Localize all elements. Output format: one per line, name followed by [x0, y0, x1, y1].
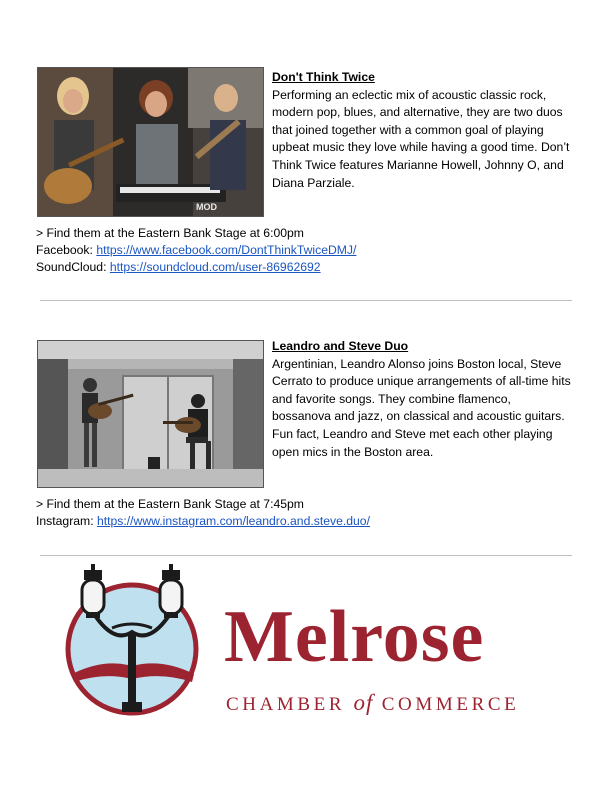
act-description-block: [272, 338, 572, 461]
section-divider: [40, 555, 572, 556]
section-divider: [40, 300, 572, 301]
keyboard-brand-text: MOD: [196, 202, 217, 212]
instagram-label: Instagram:: [36, 514, 94, 529]
stage-time: > Find them at the Eastern Bank Stage at 6:00pm: [36, 226, 304, 240]
soundcloud-link[interactable]: https://soundcloud.com/user-86962692: [109, 260, 321, 275]
act-description: Argentinian, Leandro Alonso joins Boston local, Steve Cerrato to produce unique arrangements of all-time hits and favorite songs. They combine flamenco, bossanova and jazz, on classical and acoustic guitars. Fun fact, Leandro and Steve met each other playing open mics in the Boston area.: [272, 356, 571, 459]
facebook-link[interactable]: https://www.facebook.com/DontThinkTwiceDMJ/: [96, 243, 357, 258]
logo-sub-commerce: COMMERCE: [381, 694, 520, 715]
instagram-link[interactable]: https://www.instagram.com/leandro.and.steve.duo/: [96, 514, 370, 529]
act-links: [36, 225, 356, 277]
logo-subtitle: [226, 692, 519, 716]
act-description-block: [272, 69, 572, 192]
duo-image: [38, 341, 263, 487]
facebook-label: Facebook:: [36, 243, 93, 258]
band-photo-dont-think-twice: [37, 67, 264, 217]
act-title: Leandro and Steve Duo: [272, 339, 409, 353]
act-description: Performing an eclectic mix of acoustic classic rock, modern pop, blues, and alternative, they are two duos that joined together with a common goal of playing upbeat music they love while having a good time. Don’t Think Twice features Marianne Howell, Johnny O, and Diana Parziale.: [272, 87, 570, 190]
instagram-row: [36, 513, 370, 530]
melrose-lamppost-emblem-icon: [64, 562, 204, 724]
stage-time: > Find them at the Eastern Bank Stage at 7:45pm: [36, 497, 304, 511]
facebook-row: [36, 242, 356, 259]
soundcloud-row: [36, 259, 356, 276]
act-title: Don't Think Twice: [272, 70, 375, 84]
act-links: [36, 496, 370, 530]
logo-sub-chamber: CHAMBER: [226, 694, 346, 715]
logo-wordmark: Melrose: [224, 596, 485, 678]
band-photo-leandro-and-steve: [37, 340, 264, 488]
logo-sub-of: of: [353, 690, 374, 715]
soundcloud-label: SoundCloud:: [36, 260, 107, 275]
performers-image: [38, 68, 263, 216]
